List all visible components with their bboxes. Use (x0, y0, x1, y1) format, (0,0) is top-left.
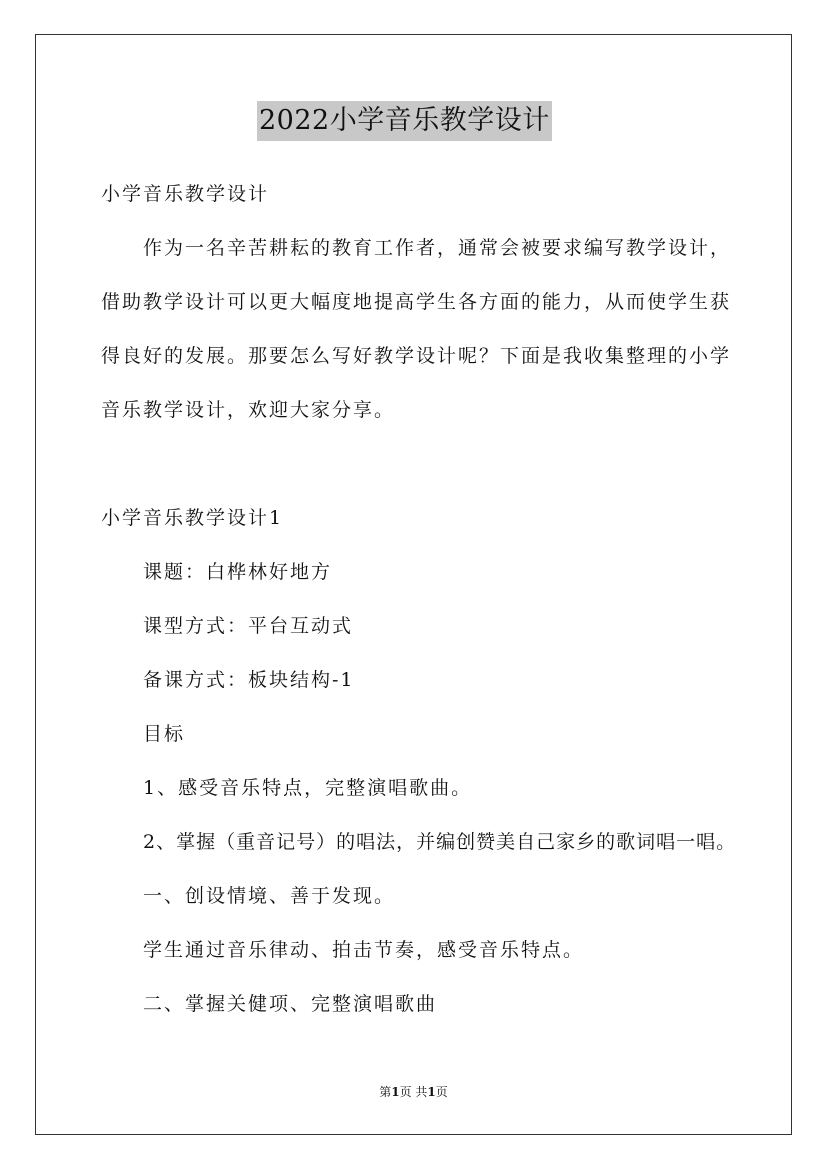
document-title: 2022小学音乐教学设计 (257, 101, 552, 141)
footer-page-current: 1 (391, 1085, 400, 1099)
body-line: 二、掌握关健项、完整演唱歌曲 (143, 993, 438, 1015)
document-subtitle: 小学音乐教学设计 (101, 183, 270, 205)
intro-line: 得良好的发展。那要怎么写好教学设计呢？下面是我收集整理的小学 (101, 345, 732, 367)
body-line: 一、创设情境、善于发现。 (143, 885, 396, 907)
body-line: 目标 (143, 723, 186, 745)
footer-page-total: 1 (427, 1085, 436, 1099)
body-line: 2、掌握（重音记号）的唱法，并编创赞美自己家乡的歌词唱一唱。 (143, 831, 737, 853)
intro-line: 作为一名辛苦耕耘的教育工作者，通常会被要求编写教学设计， (143, 237, 732, 259)
intro-line: 音乐教学设计，欢迎大家分享。 (101, 399, 396, 421)
intro-line: 借助教学设计可以更大幅度地提高学生各方面的能力，从而使学生获 (101, 291, 732, 313)
body-line: 课型方式：平台互动式 (143, 615, 354, 637)
page-footer (0, 1083, 827, 1101)
footer-page-prefix: 第 (379, 1085, 392, 1099)
body-line: 学生通过音乐律动、拍击节奏，感受音乐特点。 (143, 939, 585, 961)
section-heading: 小学音乐教学设计1 (101, 507, 284, 529)
body-line: 备课方式：板块结构-1 (143, 669, 355, 691)
body-line: 1、感受音乐特点，完整演唱歌曲。 (143, 777, 473, 799)
footer-page-suffix: 页 (435, 1085, 448, 1099)
footer-page-mid: 页 共 (399, 1085, 428, 1099)
body-line: 课题：白桦林好地方 (143, 561, 333, 583)
